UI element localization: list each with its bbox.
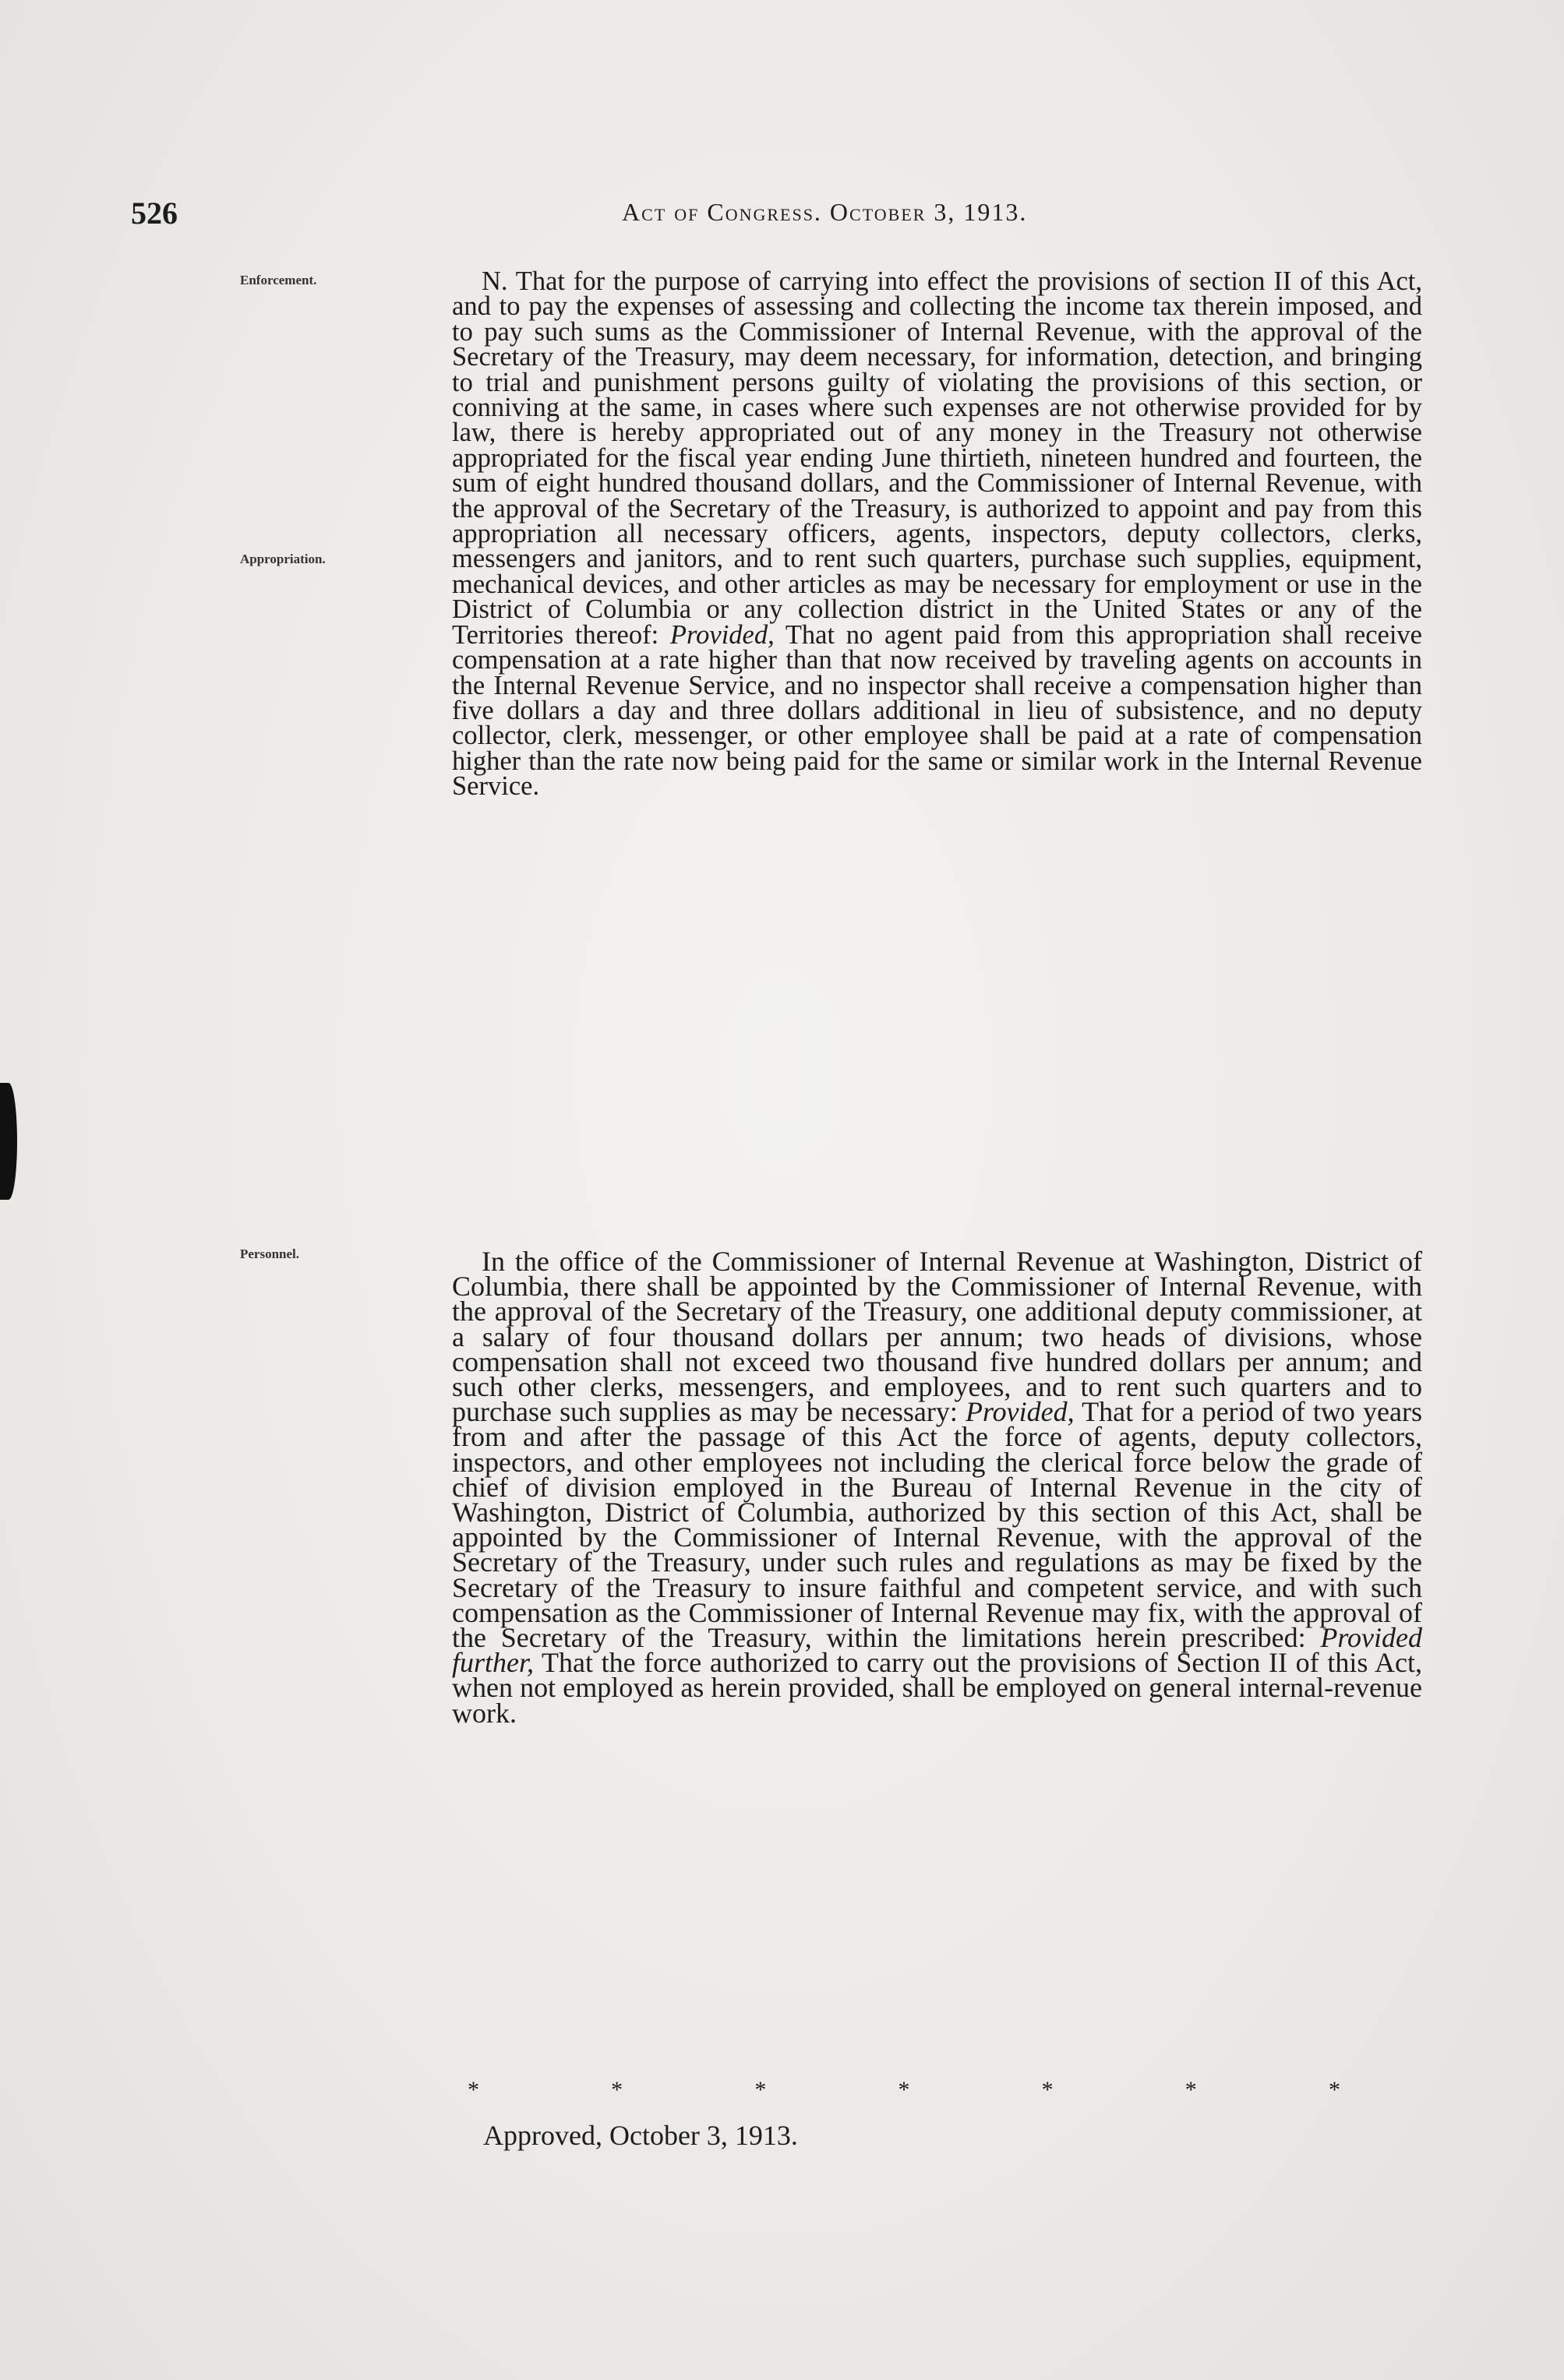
paragraph-text: N. That for the purpose of carrying into effect the provisions of section II of this Act, and to pay the expenses of assessing and collecting the income tax therein imposed, and to pay such sums as the Commissioner of Internal Revenue, with the approval of the Secretary of the Treasury, may deem necessary, for information, detection, and bringing to trial and punishment persons guilty of violating the provisions of this section, or conniving at the same, in cases where such expenses are not otherwise provided for by law, there is hereby appropriated out of any money in the Treasury not otherwise appropriated for the fiscal year ending June thirtieth, nineteen hundred and fourteen, the sum of eight hundred thousand dollars, and the Commissioner of Internal Revenue, with the approval of the Secretary of the Treasury, is authorized to appoint and pay from this appropriation all necessary officers, agents, inspectors, deputy collectors, clerks, messengers and janitors, and to rent such quarters, purchase such supplies, equipment, mechanical devices, and other articles as may be necessary for employment or use in the District of Columbia or any collection district in the United States or any of the Territories thereof:	[452, 266, 1422, 650]
star-mark: *	[611, 2077, 623, 2103]
star-mark: *	[468, 2077, 479, 2103]
page-header	[131, 195, 1417, 242]
paragraph-text: That for a period of two years from and after the passage of this Act the force of agents, deputy collectors, inspectors, and other employees not including the clerical force below the grade of chief of division employed in the Bureau of Internal Revenue in the city of Washington, District of Columbia, authorized by this section of this Act, shall be appointed by the Commissioner of Internal Revenue, with the approval of the Secretary of the Treasury, under such rules and regulations as may be fixed by the Secretary of the Treasury to insure faithful and competent service, and with such compensation as the Commissioner of Internal Revenue may fix, with the approval of the Secretary of the Treasury, within the limitations herein prescribed:	[452, 1396, 1423, 1654]
paragraph-enforcement	[452, 266, 1422, 802]
margin-note-enforcement: Enforcement.	[240, 273, 317, 287]
margin-note-appropriation: Appropriation.	[240, 552, 326, 566]
paragraph-personnel	[452, 1246, 1423, 1729]
running-title: Act of Congress. October 3, 1913.	[622, 198, 1028, 226]
provided-italic: Provided,	[669, 619, 775, 650]
provided-further-italic: Provided further,	[452, 1622, 1422, 1679]
star-mark: *	[1041, 2077, 1054, 2103]
margin-note-personnel: Personnel.	[240, 1246, 300, 1261]
binding-edge-mark	[0, 1083, 17, 1200]
approval-line: Approved, October 3, 1913.	[483, 2120, 798, 2151]
omission-stars	[468, 2077, 1340, 2103]
provided-italic: Provided,	[966, 1396, 1075, 1428]
star-mark: *	[1328, 2077, 1340, 2103]
paragraph-text: In the office of the Commissioner of Internal Revenue at Washington, District of Columbia, there shall be appointed by the Commissioner of Internal Revenue, with the approval of the Secretary of the Treasury, one additional deputy commissioner, at a salary of four thousand dollars per annum; two heads of divisions, whose compensation shall not exceed two thousand five hundred dollars per annum; and such other clerks, messengers, and employees, and to rent such quarters and to purchase such supplies as may be necessary:	[452, 1246, 1422, 1428]
star-mark: *	[754, 2077, 767, 2103]
paragraph-text: That no agent paid from this appropriation shall receive compensation at a rate higher than that now received by traveling agents on accounts in the Internal Revenue Service, and no inspector shall receive a compensation higher than five dollars a day and three dollars additional in lieu of subsistence, and no deputy collector, clerk, messenger, or other employee shall be paid at a rate of compensation higher than the rate now being paid for the same or similar work in the Internal Revenue Service.	[452, 619, 1422, 802]
paragraph-text: That the force authorized to carry out the provisions of Section II of this Act, when not employed as herein provided, shall be employed on general internal-revenue work.	[452, 1647, 1422, 1729]
star-mark: *	[898, 2077, 910, 2103]
star-mark: *	[1184, 2077, 1197, 2103]
page-number: 526	[131, 196, 178, 231]
